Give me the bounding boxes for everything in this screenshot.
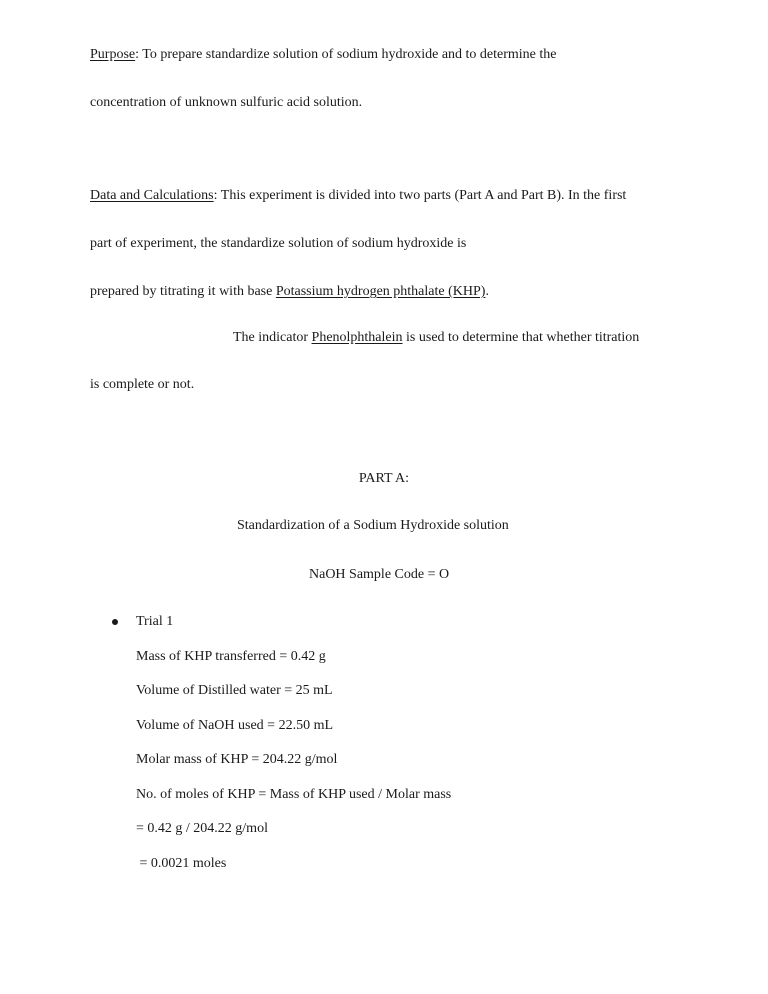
- trial-1-line: Volume of NaOH used = 22.50 mL: [136, 718, 334, 733]
- trial-1-line: = 0.42 g / 204.22 g/mol: [136, 821, 268, 836]
- bullet-icon: [112, 619, 118, 625]
- trial-1-title: Trial 1: [136, 614, 174, 629]
- data-calc-line-5: is complete or not.: [90, 377, 195, 392]
- trial-1-line: Volume of Distilled water = 25 mL: [136, 683, 333, 698]
- data-calc-line-2: part of experiment, the standardize solution of sodium hydroxide is: [90, 236, 467, 251]
- purpose-line-2: concentration of unknown sulfuric acid solution.: [90, 95, 363, 110]
- purpose-text-1: : To prepare standardize solution of sodium hydroxide and to determine the: [135, 47, 557, 62]
- data-calc-line-1: [90, 188, 626, 204]
- khp-term: Potassium hydrogen phthalate (KHP): [275, 284, 486, 299]
- purpose-label: Purpose: [90, 47, 136, 62]
- data-calc-text-4-post: is used to determine that whether titration: [402, 330, 640, 345]
- part-a-heading: PART A:: [358, 471, 410, 486]
- data-calc-label: Data and Calculations: [90, 188, 214, 203]
- data-calc-text-1: : This experiment is divided into two parts (Part A and Part B). In the first: [213, 188, 627, 203]
- trial-1-line: No. of moles of KHP = Mass of KHP used / Molar mass: [136, 787, 452, 802]
- data-calc-line-3: [90, 284, 489, 300]
- trial-1-line: = 0.0021 moles: [136, 856, 227, 871]
- data-calc-text-3-pre: prepared by titrating it with base: [90, 284, 276, 299]
- trial-1-line: Mass of KHP transferred = 0.42 g: [136, 649, 326, 664]
- data-calc-text-3-post: .: [485, 284, 489, 299]
- sample-code: NaOH Sample Code = O: [309, 567, 450, 582]
- purpose-line-1: [90, 47, 557, 63]
- data-calc-line-4: [233, 330, 639, 346]
- part-a-subheading: Standardization of a Sodium Hydroxide solution: [237, 518, 509, 533]
- phenolphthalein-term: Phenolphthalein: [311, 330, 403, 345]
- trial-1-line: Molar mass of KHP = 204.22 g/mol: [136, 752, 338, 767]
- data-calc-text-4-pre: The indicator: [233, 330, 312, 345]
